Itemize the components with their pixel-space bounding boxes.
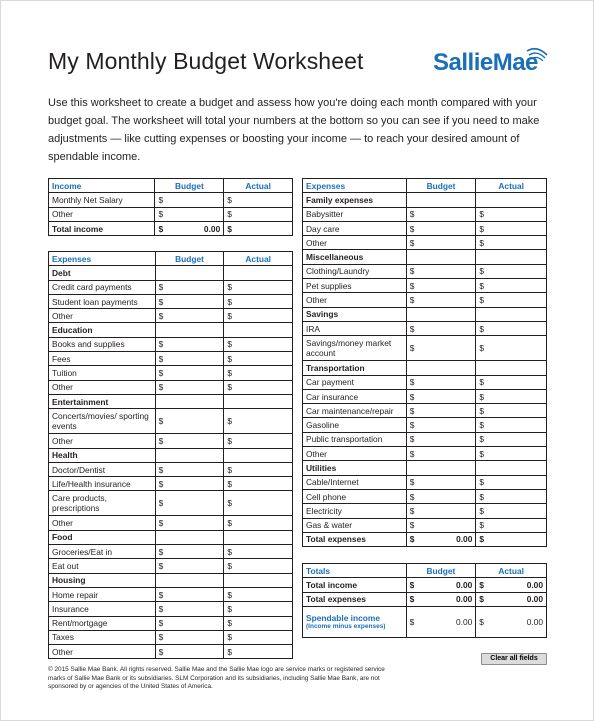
page-title: My Monthly Budget Worksheet (48, 48, 364, 74)
clear-all-fields-button[interactable]: Clear all fields (481, 653, 547, 665)
actual-field[interactable]: $ (476, 321, 547, 335)
budget-field[interactable]: $ (155, 294, 224, 308)
budget-field[interactable]: $ (155, 516, 224, 530)
row-label: Total expenses (303, 592, 407, 606)
logo-swoosh-icon (525, 45, 549, 67)
actual-field[interactable]: $ (224, 280, 293, 294)
row-label: Credit card payments (49, 280, 156, 294)
budget-field[interactable]: $ (155, 434, 224, 448)
budget-field[interactable]: $ (155, 587, 224, 601)
budget-spendable: $ 0.00 (406, 606, 476, 637)
actual-header: Actual (224, 179, 293, 193)
row-label: Car insurance (303, 389, 407, 403)
budget-field[interactable]: $ (155, 409, 224, 434)
budget-field[interactable]: $ (406, 236, 476, 250)
actual-field[interactable]: $ (476, 504, 547, 518)
total-expenses-row (303, 532, 547, 546)
actual-header: Actual (476, 179, 547, 193)
budget-field[interactable]: $ (155, 366, 224, 380)
budget-field[interactable]: $ (155, 193, 224, 207)
row-label: Tuition (49, 366, 156, 380)
budget-total-expenses: $ 0.00 (406, 592, 476, 606)
income-table (48, 178, 293, 236)
row-label: Day care (303, 221, 407, 235)
actual-field[interactable]: $ (224, 462, 293, 476)
budget-field[interactable]: $ (155, 309, 224, 323)
row-label: Rent/mortgage (49, 616, 156, 630)
row-label: Cable/Internet (303, 475, 407, 489)
budget-field[interactable]: $ (406, 221, 476, 235)
actual-field[interactable]: $ (476, 336, 547, 361)
actual-total: $ (476, 532, 547, 546)
budget-field[interactable]: $ (406, 389, 476, 403)
expenses-right-table (302, 178, 547, 547)
row-label: Groceries/Eat in (49, 545, 156, 559)
actual-field[interactable]: $ (224, 409, 293, 434)
actual-field[interactable]: $ (224, 630, 293, 644)
table-row (49, 207, 293, 221)
actual-field[interactable]: $ (476, 475, 547, 489)
row-label: Concerts/movies/ sporting events (49, 409, 156, 434)
budget-field[interactable]: $ (406, 279, 476, 293)
budget-field[interactable]: $ (155, 602, 224, 616)
row-label: IRA (303, 321, 407, 335)
budget-field[interactable]: $ (406, 375, 476, 389)
actual-field[interactable]: $ (476, 432, 547, 446)
row-label: Other (49, 516, 156, 530)
budget-field[interactable]: $ (406, 293, 476, 307)
actual-field[interactable]: $ (224, 587, 293, 601)
spendable-income-label: Spendable income (Income minus expenses) (303, 606, 407, 637)
budget-field[interactable]: $ (406, 475, 476, 489)
budget-header: Budget (406, 564, 476, 578)
logo-wordmark: SallieMae (433, 49, 538, 76)
budget-field[interactable]: $ (155, 491, 224, 516)
section-health: Health (49, 448, 156, 462)
budget-field[interactable]: $ (406, 207, 476, 221)
actual-field[interactable]: $ (224, 545, 293, 559)
actual-field[interactable]: $ (224, 434, 293, 448)
budget-header: Budget (155, 179, 224, 193)
section-housing: Housing (49, 573, 156, 587)
row-label: Monthly Net Salary (49, 193, 155, 207)
actual-field[interactable]: $ (224, 352, 293, 366)
row-label: Insurance (49, 602, 156, 616)
budget-field[interactable]: $ (406, 504, 476, 518)
actual-total-income: $ 0.00 (476, 578, 547, 592)
budget-total-income: $ 0.00 (406, 578, 476, 592)
row-label: Clothing/Laundry (303, 264, 407, 278)
row-label: Other (49, 380, 156, 394)
row-label: Savings/money market account (303, 336, 407, 361)
budget-field[interactable]: $ (406, 321, 476, 335)
budget-field[interactable]: $ (155, 645, 224, 659)
expenses-header: Expenses (303, 179, 407, 193)
table-row (49, 193, 293, 207)
expenses-header: Expenses (49, 252, 156, 266)
section-debt: Debt (49, 266, 156, 280)
actual-field[interactable]: $ (476, 518, 547, 532)
budget-field[interactable]: $ (406, 432, 476, 446)
row-label: Fees (49, 352, 156, 366)
budget-total: $ 0.00 (406, 532, 476, 546)
row-label: Doctor/Dentist (49, 462, 156, 476)
row-label: Life/Health insurance (49, 477, 156, 491)
budget-field[interactable]: $ (155, 380, 224, 394)
actual-field[interactable]: $ (476, 293, 547, 307)
intro-paragraph: Use this worksheet to create a budget and assess how you're doing each month compared with your budget goal. The worksheet will total your numbers at the bottom so you can see if you need to make adjustments — like cutting expenses or boosting your income — to reach your desired amount of spendable income. (48, 97, 540, 163)
budget-field[interactable]: $ (155, 559, 224, 573)
row-label: Student loan payments (49, 294, 156, 308)
actual-field[interactable]: $ (476, 404, 547, 418)
actual-field[interactable]: $ (476, 264, 547, 278)
actual-field[interactable]: $ (476, 279, 547, 293)
actual-header: Actual (224, 252, 293, 266)
row-label: Car payment (303, 375, 407, 389)
budget-field[interactable]: $ (406, 418, 476, 432)
actual-field[interactable]: $ (224, 294, 293, 308)
actual-field[interactable]: $ (476, 418, 547, 432)
section-utilities: Utilities (303, 461, 407, 475)
totals-table (302, 563, 547, 638)
row-label: Pet supplies (303, 279, 407, 293)
budget-field[interactable]: $ (155, 207, 224, 221)
row-label: Gas & water (303, 518, 407, 532)
total-income-row (49, 221, 293, 235)
budget-field[interactable]: $ (155, 545, 224, 559)
budget-field[interactable]: $ (406, 447, 476, 461)
row-label: Total expenses (303, 532, 407, 546)
actual-field[interactable]: $ (476, 221, 547, 235)
actual-field[interactable]: $ (224, 380, 293, 394)
budget-field[interactable]: $ (406, 489, 476, 503)
row-label: Gasoline (303, 418, 407, 432)
row-label: Eat out (49, 559, 156, 573)
expenses-left-table (48, 251, 293, 659)
row-label: Cell phone (303, 489, 407, 503)
row-label: Other (49, 645, 156, 659)
totals-header: Totals (303, 564, 407, 578)
actual-field[interactable]: $ (224, 516, 293, 530)
budget-header: Budget (155, 252, 224, 266)
actual-header: Actual (476, 564, 547, 578)
actual-field[interactable]: $ (224, 491, 293, 516)
budget-field[interactable]: $ (155, 352, 224, 366)
actual-total: $ (224, 221, 293, 235)
actual-field[interactable]: $ (224, 559, 293, 573)
row-label: Other (49, 434, 156, 448)
row-label: Home repair (49, 587, 156, 601)
row-label: Books and supplies (49, 337, 156, 351)
section-miscellaneous: Miscellaneous (303, 250, 407, 264)
budget-field[interactable]: $ (406, 404, 476, 418)
budget-field[interactable]: $ (406, 518, 476, 532)
section-entertainment: Entertainment (49, 394, 156, 408)
actual-spendable: $ 0.00 (476, 606, 547, 637)
budget-field[interactable]: $ (155, 630, 224, 644)
sallie-mae-logo (433, 45, 553, 79)
actual-field[interactable]: $ (224, 366, 293, 380)
budget-field[interactable]: $ (155, 337, 224, 351)
actual-field[interactable]: $ (224, 616, 293, 630)
section-savings: Savings (303, 307, 407, 321)
actual-field[interactable]: $ (476, 236, 547, 250)
actual-field[interactable]: $ (476, 375, 547, 389)
actual-field[interactable]: $ (224, 477, 293, 491)
actual-field[interactable]: $ (476, 207, 547, 221)
row-label: Car maintenance/repair (303, 404, 407, 418)
budget-field[interactable]: $ (406, 264, 476, 278)
row-label: Total income (303, 578, 407, 592)
actual-field[interactable]: $ (224, 309, 293, 323)
row-label: Other (303, 447, 407, 461)
row-label: Electricity (303, 504, 407, 518)
row-label: Other (303, 236, 407, 250)
row-label: Taxes (49, 630, 156, 644)
actual-total-expenses: $ 0.00 (476, 592, 547, 606)
budget-field[interactable]: $ (155, 280, 224, 294)
row-label: Public transportation (303, 432, 407, 446)
actual-field[interactable]: $ (476, 489, 547, 503)
actual-field[interactable]: $ (224, 193, 293, 207)
section-family: Family expenses (303, 193, 407, 207)
row-label: Babysitter (303, 207, 407, 221)
row-label: Other (49, 207, 155, 221)
actual-field[interactable]: $ (476, 389, 547, 403)
section-transportation: Transportation (303, 361, 407, 375)
budget-field[interactable]: $ (155, 477, 224, 491)
row-label: Other (49, 309, 156, 323)
budget-header: Budget (406, 179, 476, 193)
actual-field[interactable]: $ (224, 337, 293, 351)
actual-field[interactable]: $ (224, 602, 293, 616)
row-label: Care products, prescriptions (49, 491, 156, 516)
budget-total: $ 0.00 (155, 221, 224, 235)
actual-field[interactable]: $ (476, 447, 547, 461)
budget-field[interactable]: $ (406, 336, 476, 361)
budget-field[interactable]: $ (155, 616, 224, 630)
income-header: Income (49, 179, 155, 193)
row-label: Total income (49, 221, 155, 235)
footer-legal: © 2015 Sallie Mae Bank. All rights reserved. Sallie Mae and the Sallie Mae logo are service marks or registered service marks of Sallie Mae Bank or its subsidiaries. SLM Corporation and its subsidiaries, including Sallie Mae Bank, are not sponsored by or agencies of the United States of America. (48, 666, 385, 690)
actual-field[interactable]: $ (224, 645, 293, 659)
row-label: Other (303, 293, 407, 307)
section-education: Education (49, 323, 156, 337)
section-food: Food (49, 530, 156, 544)
budget-field[interactable]: $ (155, 462, 224, 476)
actual-field[interactable]: $ (224, 207, 293, 221)
